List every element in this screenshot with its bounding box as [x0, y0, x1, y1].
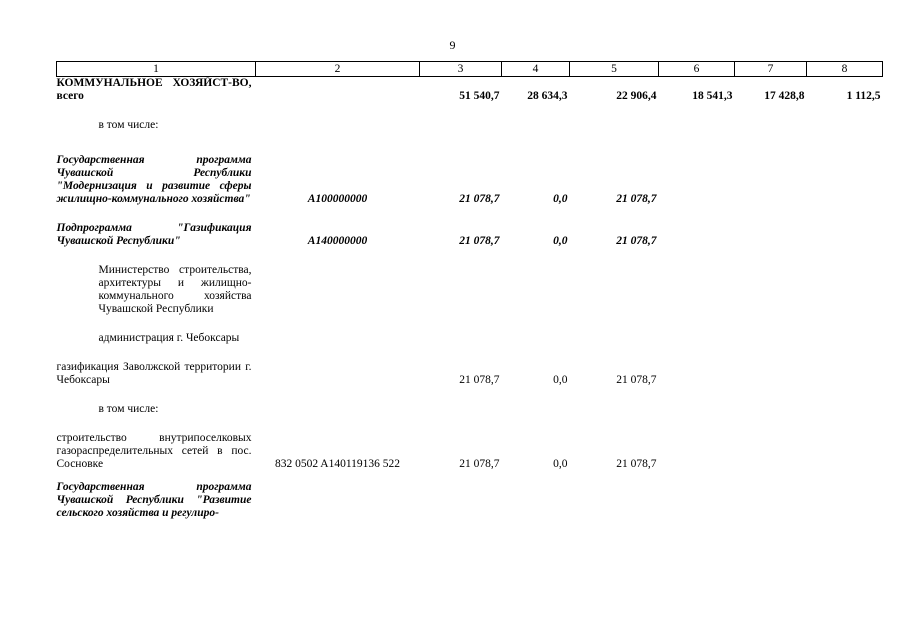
- value-col-5: 21 078,7: [616, 193, 657, 205]
- value-col-7: [735, 416, 807, 471]
- value-col-4: [502, 248, 570, 316]
- value-col-8: [807, 345, 883, 387]
- value-col-5: [570, 387, 659, 416]
- value-col-7: [735, 345, 807, 387]
- value-col-6: [659, 132, 735, 206]
- row-label: Государственная программа Чувашской Республики "Модернизация и развитие сферы жилищно-коммунального хозяйства": [56, 154, 252, 205]
- value-col-6: [659, 416, 735, 471]
- column-header: 3: [420, 62, 502, 77]
- value-col-8: [807, 248, 883, 316]
- value-col-5: [570, 471, 659, 520]
- table-row: [57, 248, 883, 316]
- value-col-3: [420, 387, 502, 416]
- budget-code: A100000000: [307, 193, 368, 205]
- budget-code: [256, 248, 420, 316]
- value-col-3: [420, 103, 502, 132]
- budget-code: [256, 316, 420, 345]
- value-col-3: [420, 316, 502, 345]
- value-col-5: 21 078,7: [616, 374, 657, 386]
- row-label: газификация Заволжской территории г. Чебоксары: [56, 361, 252, 386]
- budget-code: 832 0502 A140119136 522: [274, 458, 401, 470]
- value-col-7: [735, 471, 807, 520]
- value-col-7: [735, 387, 807, 416]
- row-label: Государственная программа Чувашской Республики "Развитие сельского хозяйства и регулиро-: [56, 481, 252, 519]
- budget-code: [256, 345, 420, 387]
- value-col-6: [659, 471, 735, 520]
- value-col-6: [659, 248, 735, 316]
- value-col-8: 1 112,5: [846, 90, 881, 102]
- value-col-7: [735, 316, 807, 345]
- value-col-4: [502, 471, 570, 520]
- value-col-3: 21 078,7: [459, 193, 500, 205]
- value-col-5: [570, 248, 659, 316]
- column-header: 4: [502, 62, 570, 77]
- page-number: 9: [449, 38, 456, 52]
- budget-code: [256, 77, 420, 104]
- value-col-6: [659, 316, 735, 345]
- value-col-4: [502, 103, 570, 132]
- table-row: [57, 103, 883, 132]
- value-col-6: [659, 387, 735, 416]
- value-col-8: [807, 103, 883, 132]
- value-col-6: [659, 206, 735, 248]
- value-col-3: 21 078,7: [459, 374, 500, 386]
- budget-table: [56, 61, 883, 520]
- table-row: [57, 132, 883, 206]
- value-col-4: [502, 316, 570, 345]
- value-col-5: 22 906,4: [616, 90, 657, 102]
- value-col-4: 28 634,3: [527, 90, 568, 102]
- budget-code: [256, 103, 420, 132]
- table-row: [57, 316, 883, 345]
- value-col-5: [570, 316, 659, 345]
- value-col-3: 21 078,7: [459, 458, 500, 470]
- column-header: 7: [735, 62, 807, 77]
- value-col-6: [659, 103, 735, 132]
- value-col-3: 51 540,7: [459, 90, 500, 102]
- value-col-4: 0,0: [553, 193, 568, 205]
- value-col-4: 0,0: [553, 458, 568, 470]
- column-number-row: [57, 62, 883, 77]
- column-header: 2: [256, 62, 420, 77]
- row-label: Министерство строительства, архитектуры и жилищно-коммунального хозяйства Чувашской Республики: [98, 264, 252, 315]
- value-col-7: 17 428,8: [764, 90, 805, 102]
- column-header: 1: [57, 62, 256, 77]
- value-col-4: 0,0: [553, 374, 568, 386]
- value-col-5: 21 078,7: [616, 458, 657, 470]
- value-col-7: [735, 103, 807, 132]
- value-col-4: 0,0: [553, 235, 568, 247]
- row-label: Подпрограмма "Газификация Чувашской Республики": [56, 222, 252, 247]
- table-row: [57, 471, 883, 520]
- column-header: 5: [570, 62, 659, 77]
- table-row: [57, 416, 883, 471]
- table-row: [57, 387, 883, 416]
- value-col-8: [807, 132, 883, 206]
- value-col-8: [807, 387, 883, 416]
- budget-code: A140000000: [307, 235, 368, 247]
- value-col-7: [735, 206, 807, 248]
- budget-code: [256, 471, 420, 520]
- value-col-5: 21 078,7: [616, 235, 657, 247]
- table-body: [57, 77, 883, 521]
- value-col-6: [659, 345, 735, 387]
- value-col-7: [735, 248, 807, 316]
- table-row: [57, 206, 883, 248]
- column-header: 6: [659, 62, 735, 77]
- value-col-8: [807, 316, 883, 345]
- row-label: в том числе:: [98, 119, 159, 131]
- value-col-8: [807, 471, 883, 520]
- row-label: в том числе:: [98, 403, 159, 415]
- value-col-5: [570, 103, 659, 132]
- value-col-3: 21 078,7: [459, 235, 500, 247]
- value-col-3: [420, 248, 502, 316]
- value-col-4: [502, 387, 570, 416]
- budget-code: [256, 387, 420, 416]
- table-row: [57, 345, 883, 387]
- row-label: администрация г. Чебоксары: [98, 332, 240, 344]
- column-header: 8: [807, 62, 883, 77]
- value-col-3: [420, 471, 502, 520]
- table-row: [57, 77, 883, 104]
- value-col-8: [807, 206, 883, 248]
- row-label: строительство внутрипоселковых газораспределительных сетей в пос. Сосновке: [56, 432, 252, 470]
- value-col-7: [735, 132, 807, 206]
- value-col-8: [807, 416, 883, 471]
- row-label: КОММУНАЛЬНОЕ ХОЗЯЙСТ-ВО, всего: [56, 77, 252, 102]
- value-col-6: 18 541,3: [692, 90, 733, 102]
